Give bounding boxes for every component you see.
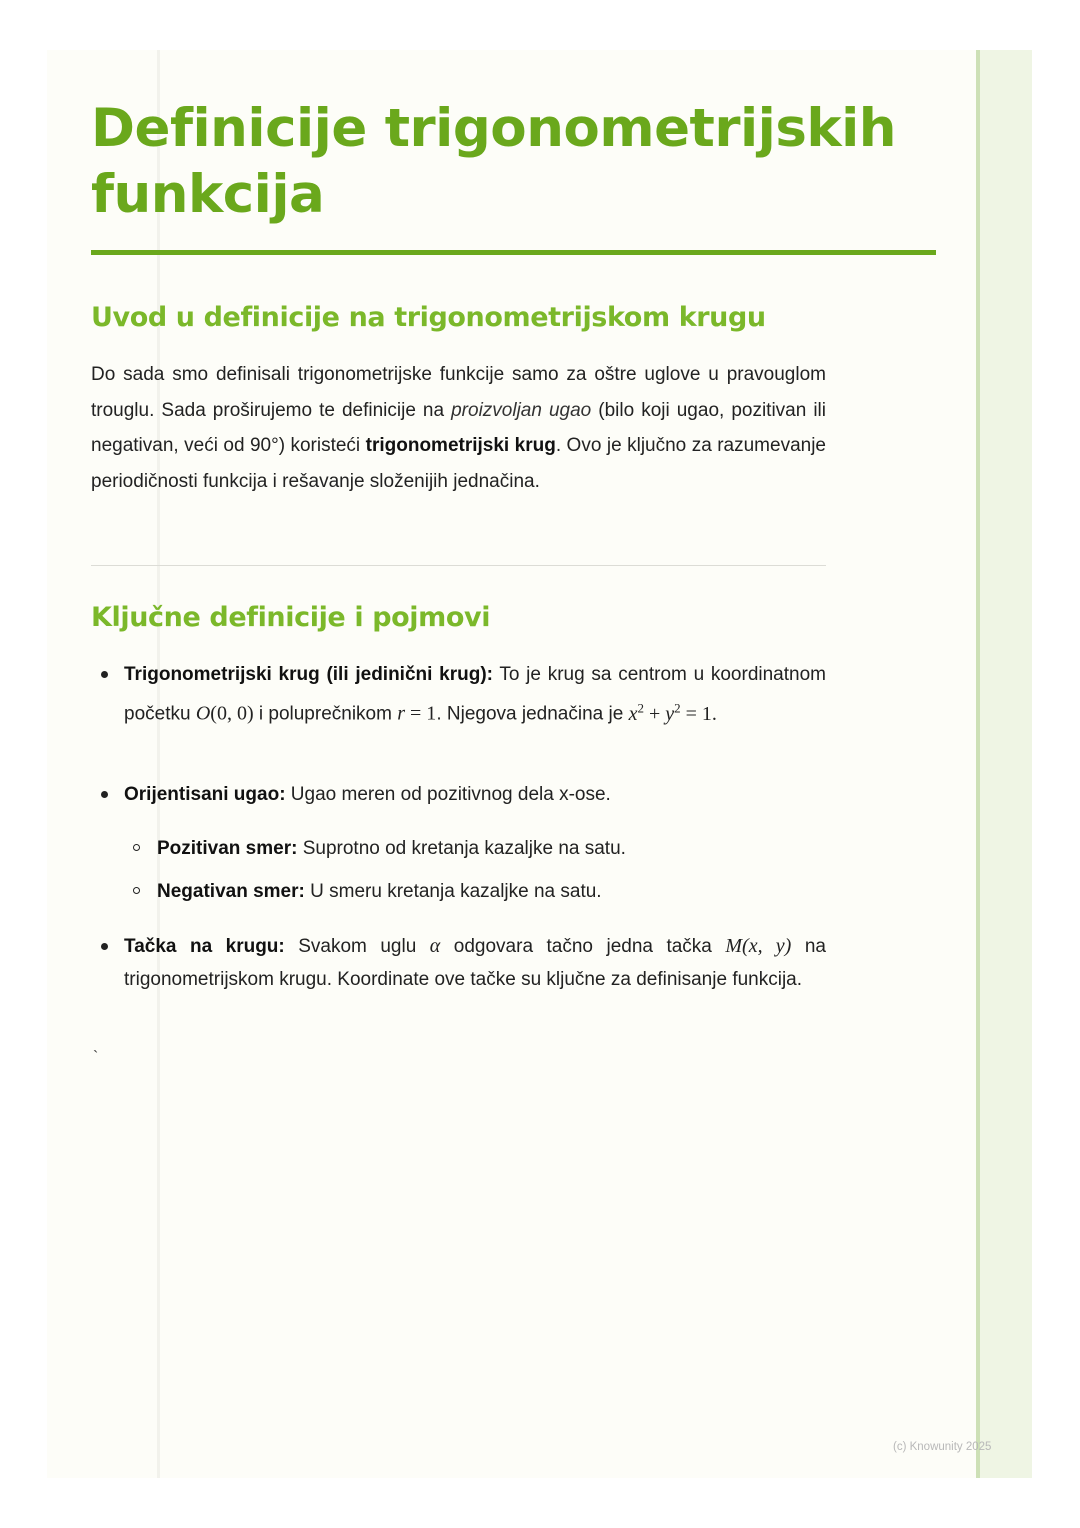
- intro-text-3: . Ovo je ključno za razumevanje periodičnosti funkcija i rešavanje složenijih jednačina.: [91, 435, 826, 492]
- intro-text-1: Do sada smo definisali trigonometrijske funkcije samo za oštre uglove u pravouglom trouglu. Sada proširujemo te definicije na: [91, 364, 826, 421]
- math-rest: = 1: [405, 702, 437, 725]
- margin-line: [157, 50, 160, 1478]
- stray-backtick: `: [93, 1049, 99, 1066]
- item-text: Ugao meren od pozitivnog dela x-ose.: [285, 784, 611, 805]
- title-underline: [91, 250, 936, 255]
- sub-list-item: [133, 875, 826, 908]
- item-text: na trigonometrijskom krugu. Koordinate ove tačke su ključne za definisanje funkcija.: [124, 936, 826, 990]
- math-exp: 2: [637, 700, 644, 715]
- side-strip: [976, 50, 1032, 1478]
- item-text: . Njegova jednačina je: [436, 703, 629, 725]
- item-term: Orijentisani ugao:: [124, 784, 286, 805]
- list-item: [101, 778, 826, 811]
- bullet-dot-icon: [101, 791, 108, 798]
- page-title: Definicije trigonometrijskih funkcija: [91, 98, 897, 225]
- item-term: Tačka na krugu:: [124, 936, 285, 957]
- math-point-m: [725, 935, 791, 957]
- side-strip-border: [976, 50, 980, 1478]
- intro-bold: trigonometrijski krug: [365, 435, 556, 456]
- section-heading-definitions: Ključne definicije i pojmovi: [91, 602, 491, 633]
- item-text: U smeru kretanja kazaljke na satu.: [304, 881, 602, 902]
- list-item: [101, 930, 826, 996]
- math-circle-equation: [628, 700, 717, 725]
- item-term: Negativan smer:: [157, 881, 305, 902]
- bullet-circle-icon: [133, 887, 140, 894]
- math-var: O: [195, 702, 211, 725]
- math-rest: = 1.: [680, 702, 717, 725]
- item-term: Pozitivan smer:: [157, 838, 298, 859]
- math-radius: [397, 703, 436, 725]
- math-var: x: [628, 702, 638, 725]
- page-background: [47, 50, 1032, 1478]
- math-var: r: [397, 702, 406, 725]
- list-item: [101, 658, 826, 731]
- math-args: (x, y): [742, 935, 792, 957]
- math-exp: 2: [674, 700, 681, 715]
- section-divider: [91, 565, 826, 566]
- bullet-dot-icon: [101, 671, 108, 678]
- math-alpha: α: [429, 935, 441, 957]
- item-text: Svakom uglu: [284, 936, 430, 957]
- item-text: i poluprečnikom: [253, 703, 398, 725]
- math-var: M: [725, 935, 743, 957]
- item-text: To je krug sa centrom u koordinatnom početku: [124, 664, 826, 725]
- footer-copyright: (c) Knowunity 2025: [893, 1441, 992, 1453]
- bullet-circle-icon: [133, 844, 140, 851]
- math-var: y: [665, 702, 675, 725]
- intro-paragraph: [91, 357, 826, 499]
- math-point-o: [196, 703, 254, 725]
- math-op: +: [643, 702, 666, 725]
- intro-text-2: (bilo koji ugao, pozitivan ili negativan, veći od 90°) koristeći: [91, 399, 826, 456]
- item-text: odgovara tačno jedna tačka: [440, 936, 726, 957]
- section-heading-intro: Uvod u definicije na trigonometrijskom krugu: [91, 302, 766, 333]
- item-text: Suprotno od kretanja kazaljke na satu.: [297, 838, 626, 859]
- math-args: (0, 0): [210, 702, 254, 725]
- bullet-dot-icon: [101, 943, 108, 950]
- sub-list-item: [133, 832, 826, 865]
- intro-italic: proizvoljan ugao: [451, 399, 592, 421]
- item-term: Trigonometrijski krug (ili jedinični krug):: [124, 664, 493, 685]
